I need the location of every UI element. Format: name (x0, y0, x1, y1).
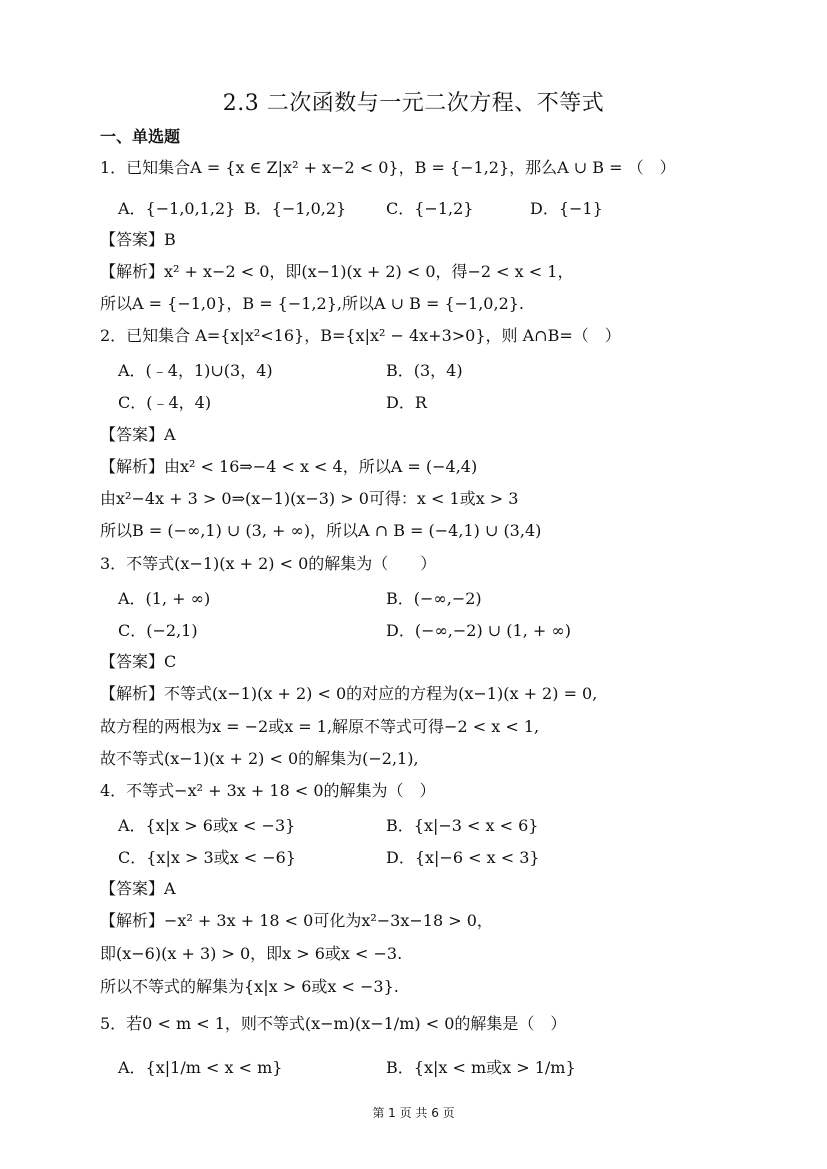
question-1: 1．已知集合A = {x ∈ Z|x² + x−2 < 0}，B = {−1,2}，那么A ∪ B = （ ） (100, 158, 676, 177)
question-1-explanation-line-2: 所以A = {−1,0}，B = {−1,2},所以A ∪ B = {−1,0,2}. (100, 294, 525, 313)
page-footer: 第 1 页 共 6 页 (372, 1106, 455, 1120)
question-4-explanation-line-1: 【解析】−x² + 3x + 18 < 0可化为x²−3x−18 > 0， (100, 911, 493, 930)
question-4-explanation-line-2: 即(x−6)(x + 3) > 0，即x > 6或x < −3. (100, 944, 403, 963)
question-4-option-a: A．{x|x > 6或x < −3} (118, 816, 296, 835)
question-4: 4．不等式−x² + 3x + 18 < 0的解集为（ ） (100, 781, 436, 800)
question-1-option-c: C．{−1,2} (386, 199, 474, 218)
question-1-answer: 【答案】B (100, 230, 176, 249)
question-3-option-c: C．(−2,1) (118, 621, 198, 640)
question-2-option-a: A．(﹣4，1)∪(3，4) (118, 361, 273, 380)
question-1-explanation-line-1: 【解析】x² + x−2 < 0，即(x−1)(x + 2) < 0，得−2 < x < 1， (100, 262, 574, 281)
question-1-option-b: B．{−1,0,2} (244, 199, 347, 218)
question-2-option-d: D．R (386, 393, 427, 412)
question-3-explanation-line-3: 故不等式(x−1)(x + 2) < 0的解集为(−2,1), (100, 749, 419, 768)
question-4-answer: 【答案】A (100, 879, 176, 898)
question-4-explanation-line-3: 所以不等式的解集为{x|x > 6或x < −3}. (100, 977, 399, 996)
question-3-answer: 【答案】C (100, 652, 177, 671)
question-3: 3．不等式(x−1)(x + 2) < 0的解集为（ ） (100, 554, 437, 573)
question-3-option-b: B．(−∞,−2) (386, 589, 482, 608)
question-5-option-a: A．{x|1/m < x < m} (118, 1058, 283, 1077)
question-4-option-d: D．{x|−6 < x < 3} (386, 848, 540, 867)
question-4-option-b: B．{x|−3 < x < 6} (386, 816, 539, 835)
question-2-explanation-line-1: 【解析】由x² < 16⇒−4 < x < 4，所以A = (−4,4) (100, 457, 478, 476)
question-3-option-d: D．(−∞,−2) ∪ (1, + ∞) (386, 621, 571, 640)
document-title: 2.3 二次函数与一元二次方程、不等式 (222, 91, 605, 116)
question-1-option-a: A．{−1,0,1,2} (118, 199, 236, 218)
question-1-option-d: D．{−1} (530, 199, 603, 218)
question-3-explanation-line-1: 【解析】不等式(x−1)(x + 2) < 0的对应的方程为(x−1)(x + 2) = 0, (100, 684, 598, 703)
question-2-option-b: B．(3，4) (386, 361, 463, 380)
question-2-answer: 【答案】A (100, 425, 176, 444)
question-2-explanation-line-2: 由x²−4x + 3 > 0⇒(x−1)(x−3) > 0可得：x < 1或x > 3 (100, 489, 519, 508)
question-2-option-c: C．(﹣4，4) (118, 393, 212, 412)
question-3-explanation-line-2: 故方程的两根为x = −2或x = 1,解原不等式可得−2 < x < 1, (100, 717, 540, 736)
question-5: 5．若0 < m < 1，则不等式(x−m)(x−1/m) < 0的解集是（ ） (100, 1014, 567, 1033)
question-5-option-b: B．{x|x < m或x > 1/m} (386, 1058, 576, 1077)
question-4-option-c: C．{x|x > 3或x < −6} (118, 848, 296, 867)
question-3-option-a: A．(1, + ∞) (118, 589, 211, 608)
question-2: 2．已知集合 A={x|x²<16}，B={x|x² − 4x+3>0}，则 A∩B=（ ） (100, 326, 621, 345)
section-heading: 一、单选题 (100, 127, 181, 146)
question-2-explanation-line-3: 所以B = (−∞,1) ∪ (3, + ∞)，所以A ∩ B = (−4,1) ∪ (3,4) (100, 521, 542, 540)
